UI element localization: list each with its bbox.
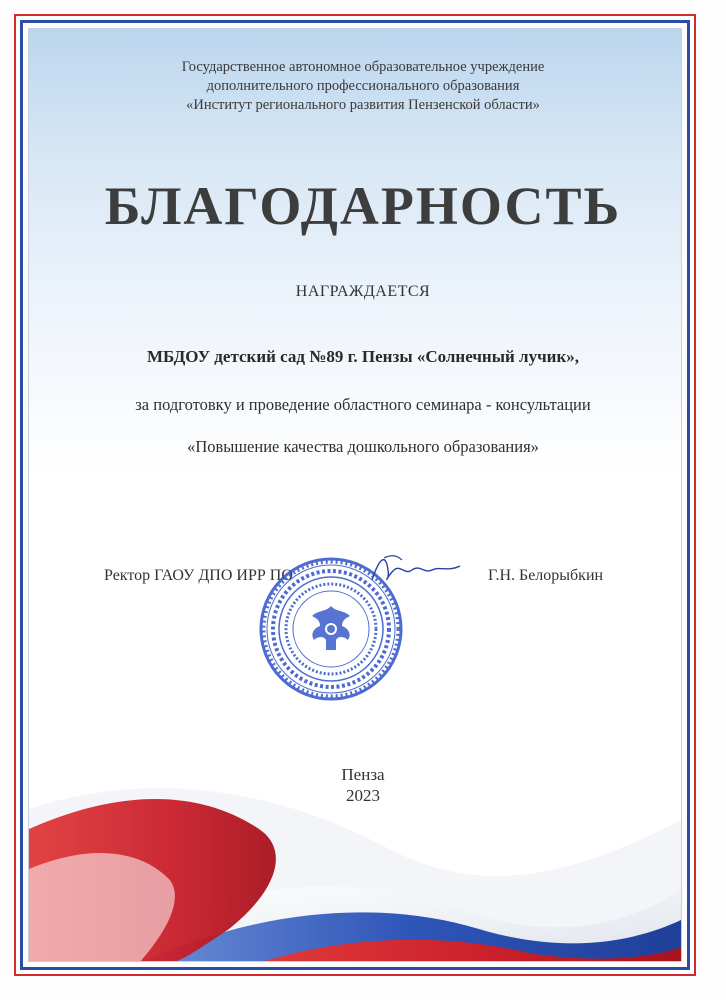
institution-line-3: «Институт регионального развития Пензенской области» [186,97,540,113]
tricolor-ribbon-decoration [29,29,682,962]
certificate-background [28,28,682,962]
institution-header [0,58,726,115]
recipient-name: МБДОУ детский сад №89 г. Пензы «Солнечный лучик», [146,347,580,366]
year-label: 2023 [346,786,380,805]
handwritten-signature-icon [362,550,472,590]
signatory-name: Г.Н. Белорыбкин [488,567,604,584]
seminar-topic: «Повышение качества дошкольного образования» [187,437,539,456]
award-reason: за подготовку и проведение областного семинара - консультации [135,395,591,414]
awarded-label: НАГРАЖДАЕТСЯ [295,283,431,300]
city-label: Пенза [341,765,385,784]
institution-line-2: дополнительного профессионального образования [206,78,520,94]
institution-line-1: Государственное автономное образовательное учреждение [181,59,545,75]
certificate-title: БЛАГОДАРНОСТЬ [104,176,622,236]
signatory-role: Ректор ГАОУ ДПО ИРР ПО [104,567,293,584]
